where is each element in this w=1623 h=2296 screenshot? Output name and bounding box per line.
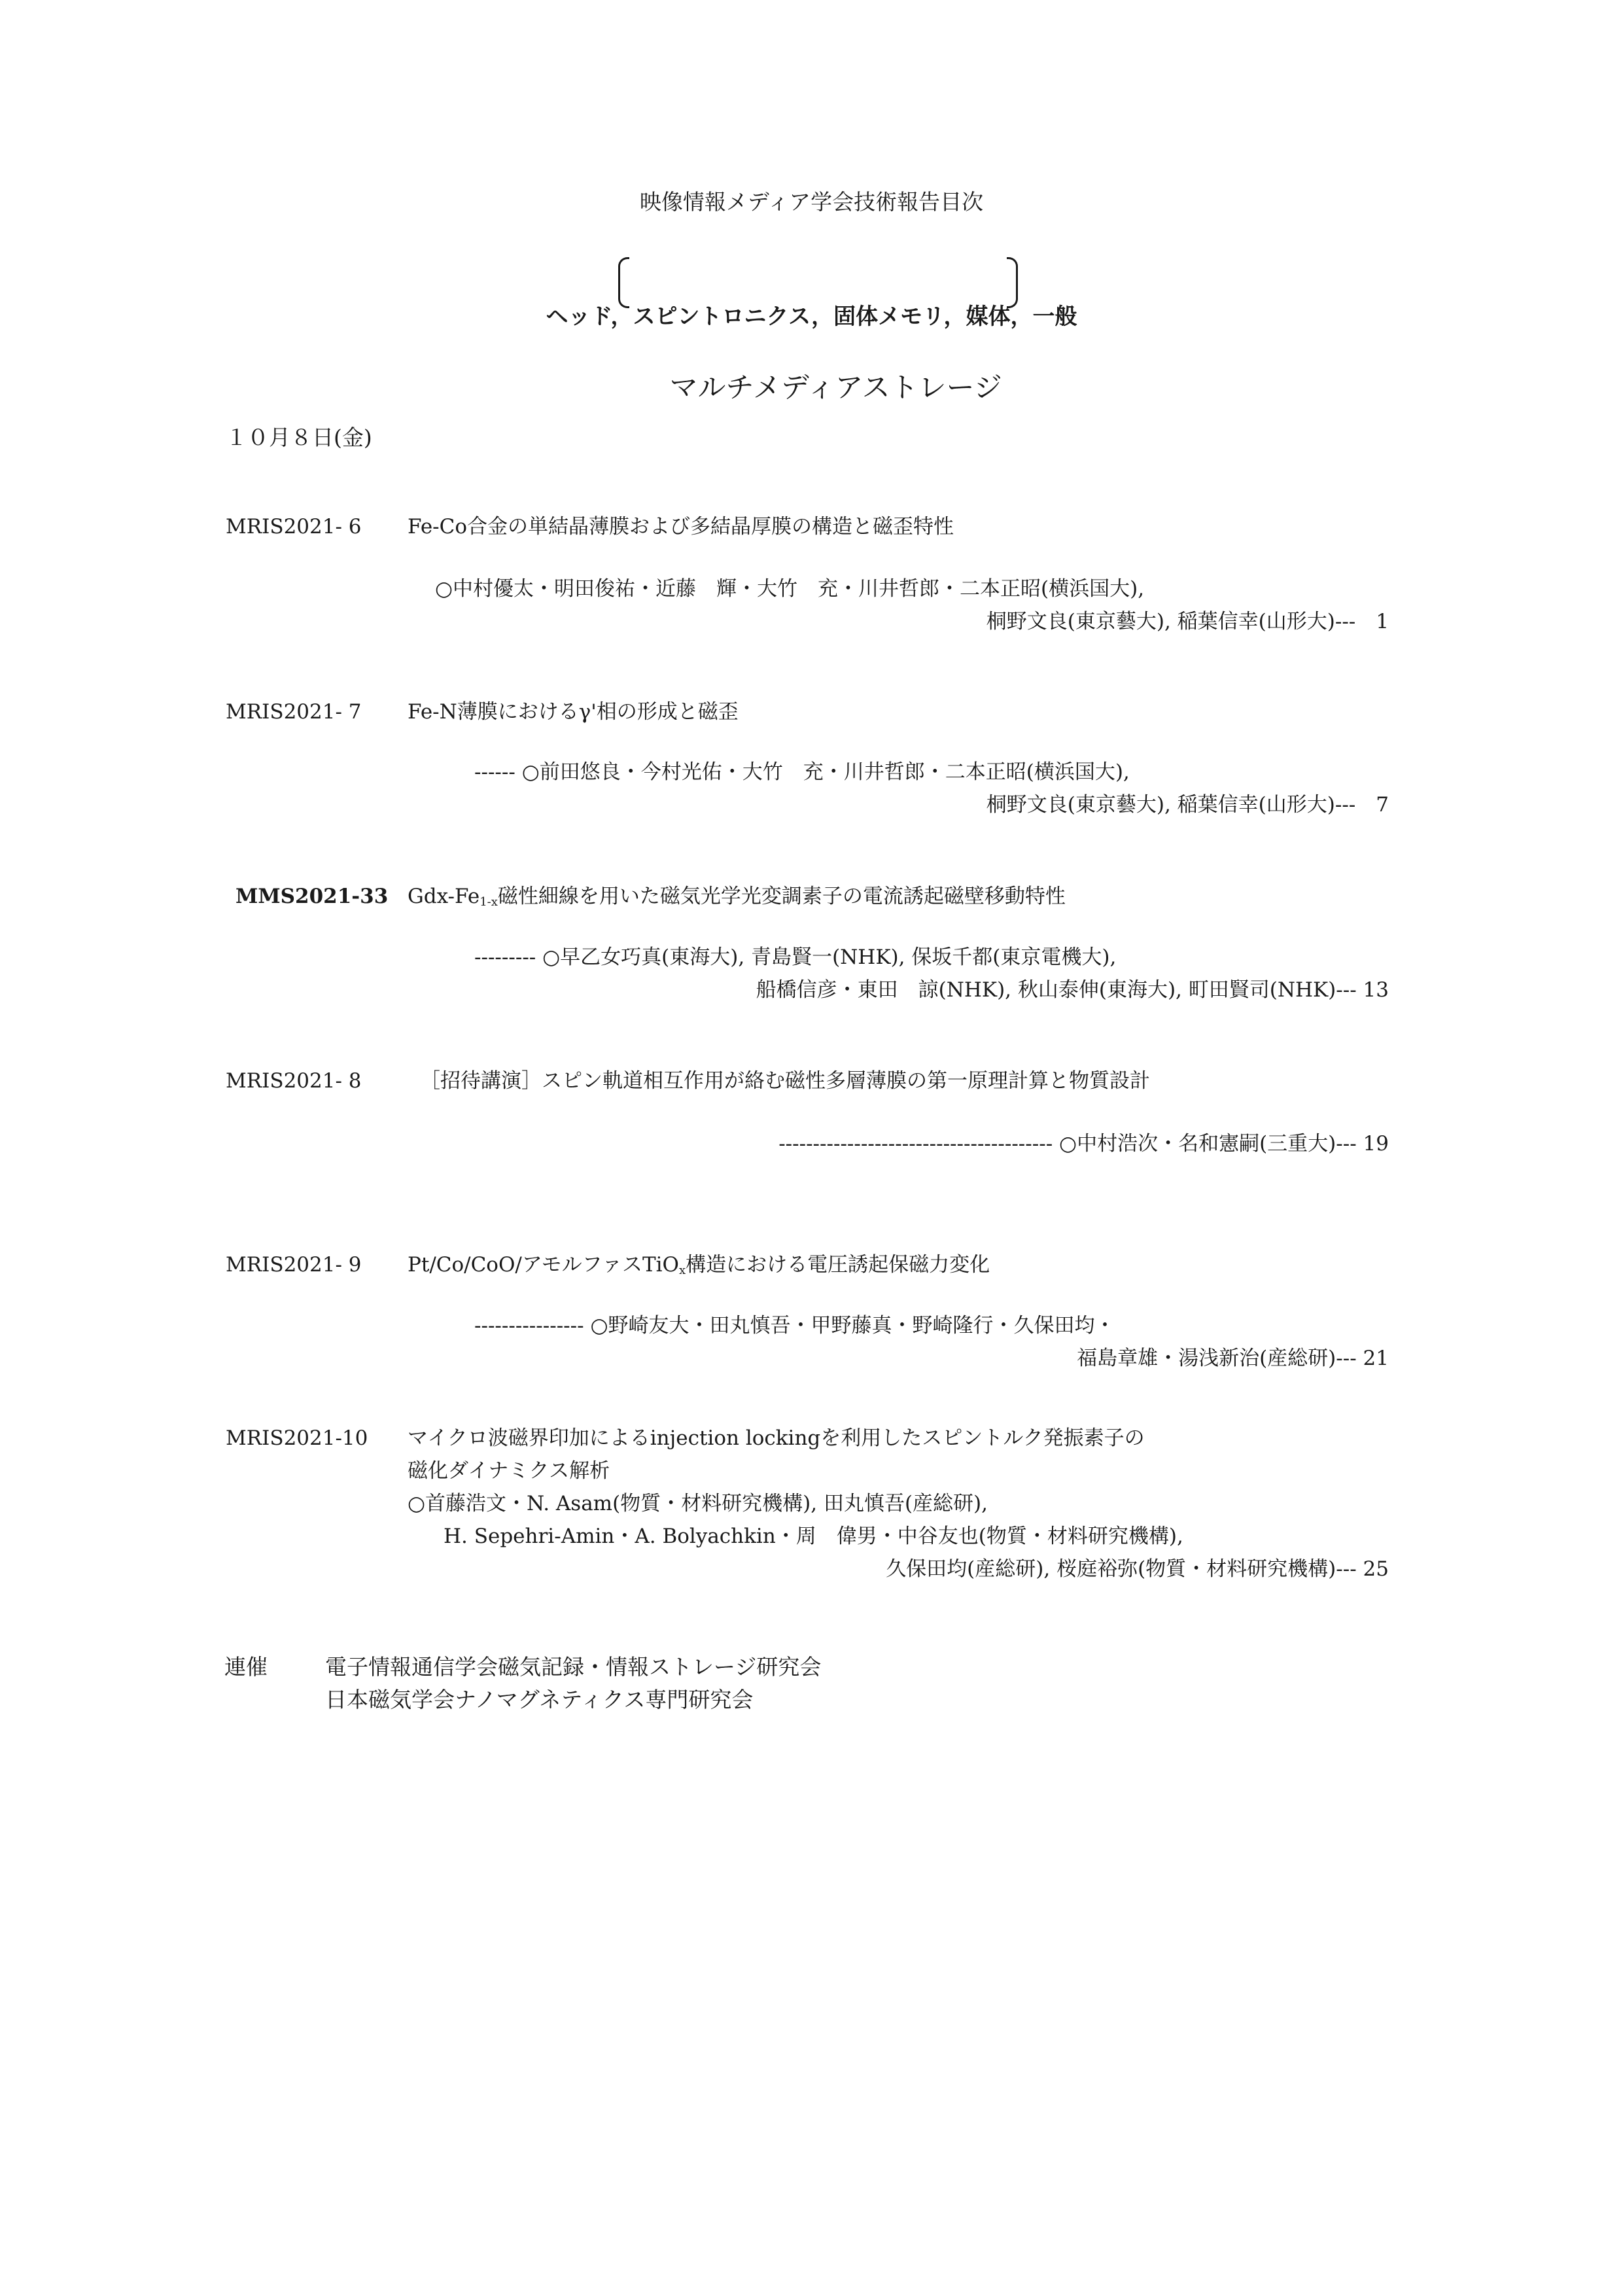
entry-code: MRIS2021-10	[226, 1426, 368, 1450]
entry-code: MRIS2021- 6	[226, 515, 362, 539]
entry-authors-page: ---------------------------------------- ○中村浩次・名和憲嗣(三重大)--- 19	[778, 1132, 1389, 1156]
entry-authors: ---------------- ○野崎友大・田丸慎吾・甲野藤真・野崎隆行・久保田均・	[474, 1314, 1115, 1337]
entry-authors: H. Sepehri-Amin・A. Bolyachkin・周 偉男・中谷友也(物質・材料研究機構),	[444, 1525, 1183, 1548]
entry-authors-page: 桐野文良(東京藝大), 稲葉信幸(山形大)--- 1	[986, 610, 1389, 633]
right-bracket	[1007, 257, 1018, 308]
entry-title: Pt/Co/CoO/アモルファスTiO$_x$構造における電圧誘起保磁力変化	[408, 1253, 990, 1277]
entry-authors-page: 久保田均(産総研), 桜庭裕弥(物質・材料研究機構)--- 25	[886, 1557, 1389, 1581]
entry-title: マイクロ波磁界印加によるinjection lockingを利用したスピントルク発振素子の	[408, 1426, 1145, 1450]
entry-authors: ------ ○前田悠良・今村光佑・大竹 充・川井哲郎・二本正昭(横浜国大),	[474, 760, 1130, 784]
entry-title: Fe-N薄膜におけるγ'相の形成と磁歪	[408, 700, 739, 724]
report-header-title: 映像情報メディア学会技術報告目次	[639, 189, 984, 215]
entry-authors-page: 福島章雄・湯浅新治(産総研)--- 21	[1077, 1347, 1389, 1370]
co-host-label: 連催	[224, 1654, 268, 1680]
entry-authors-page: 桐野文良(東京藝大), 稲葉信幸(山形大)--- 7	[986, 793, 1389, 817]
session-subtitle: ヘッド，スピントロニクス，固体メモリ，媒体，一般	[546, 304, 1077, 330]
entry-code: MRIS2021- 9	[226, 1253, 362, 1277]
entry-authors: --------- ○早乙女巧真(東海大), 青島賢一(NHK), 保坂千都(東京電機大),	[474, 945, 1117, 969]
entry-authors-page: 船橋信彦・東田 諒(NHK), 秋山泰伸(東海大), 町田賢司(NHK)--- 13	[756, 978, 1389, 1002]
entry-title-cont: 磁化ダイナミクス解析	[408, 1459, 610, 1483]
entry-title: Gdx-$Fe_{1-x}$磁性細線を用いた磁気光学光変調素子の電流誘起磁壁移動特性	[408, 885, 1066, 909]
entry-authors: ○首藤浩文・N. Asam(物質・材料研究機構), 田丸慎吾(産総研),	[408, 1492, 988, 1515]
entry-title: Fe-Co合金の単結晶薄膜および多結晶厚膜の構造と磁歪特性	[408, 515, 954, 539]
entry-authors: ○中村優太・明田俊祐・近藤 輝・大竹 充・川井哲郎・二本正昭(横浜国大),	[435, 577, 1145, 601]
entry-code: MRIS2021- 8	[226, 1069, 362, 1093]
main-title: マルチメディアストレージ	[669, 372, 1002, 404]
session-date: １０月８日(金)	[226, 425, 372, 450]
co-host-org: 日本磁気学会ナノマグネティクス専門研究会	[325, 1687, 754, 1712]
left-bracket	[618, 257, 629, 308]
entry-code: MMS2021-33	[236, 885, 389, 908]
co-host-org: 電子情報通信学会磁気記録・情報ストレージ研究会	[325, 1654, 822, 1680]
entry-title: ［招待講演］スピン軌道相互作用が絡む磁性多層薄膜の第一原理計算と物質設計	[420, 1069, 1150, 1093]
entry-code: MRIS2021- 7	[226, 700, 362, 724]
